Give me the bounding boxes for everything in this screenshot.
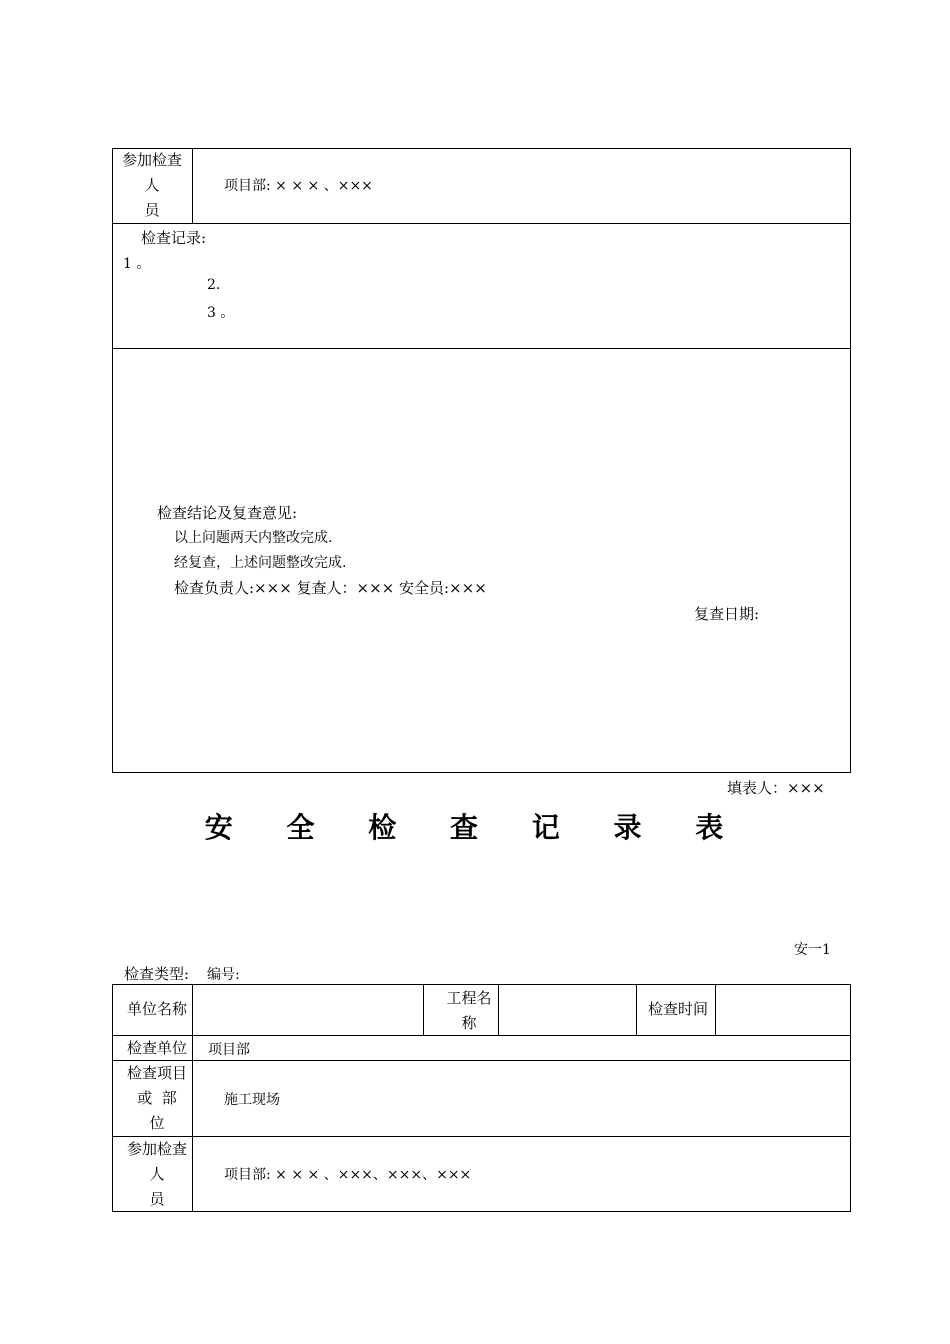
top-table-label-divider [192, 148, 193, 223]
signers-line: 检查负责人:××× 复查人：××× 安全员:××× [174, 579, 487, 597]
bottom-row-divider-2 [112, 1060, 851, 1061]
bottom-participants-value: 项目部: × × × 、×××、×××、××× [224, 1167, 472, 1183]
conclusion-line-1: 以上问题两天内整改完成. [174, 530, 333, 546]
project-name-label: 工程名 称 [446, 989, 492, 1032]
participants-label: 参加检查 人 员 [121, 151, 182, 219]
inspection-time-label: 检查时间 [647, 1000, 708, 1018]
conclusion-line-2: 经复查，上述问题整改完成. [174, 555, 347, 571]
form-code: 安一1 [794, 942, 831, 958]
filler-signature: 填表人：××× [727, 779, 825, 797]
unit-name-label: 单位名称 [126, 1000, 187, 1018]
bottom-row-divider-3 [112, 1136, 851, 1137]
record-item-3: 3 。 [207, 305, 235, 321]
bottom-participants-label: 参加检查 人 员 [126, 1140, 187, 1208]
conclusion-label: 检查结论及复查意见: [157, 504, 298, 522]
review-date-label: 复查日期: [694, 605, 760, 623]
top-table-divider-1 [112, 223, 851, 224]
record-item-1: 1 。 [123, 256, 151, 272]
inspection-unit-value: 项目部 [208, 1042, 250, 1058]
participants-value: 项目部: × × × 、××× [224, 178, 373, 194]
inspection-unit-label: 检查单位 [126, 1039, 187, 1057]
inspection-type-label: 检查类型: [124, 965, 190, 983]
inspection-item-value: 施工现场 [224, 1092, 280, 1108]
inspection-item-label: 检查项目 或 部 位 [126, 1064, 187, 1132]
top-record-table [112, 148, 851, 773]
top-table-divider-2 [112, 348, 851, 349]
form-title: 安 全 检 查 记 录 表 [204, 811, 746, 844]
inspection-record-label: 检查记录: [141, 229, 207, 247]
record-item-2: 2. [207, 277, 221, 293]
serial-number-label: 编号: [207, 967, 240, 983]
